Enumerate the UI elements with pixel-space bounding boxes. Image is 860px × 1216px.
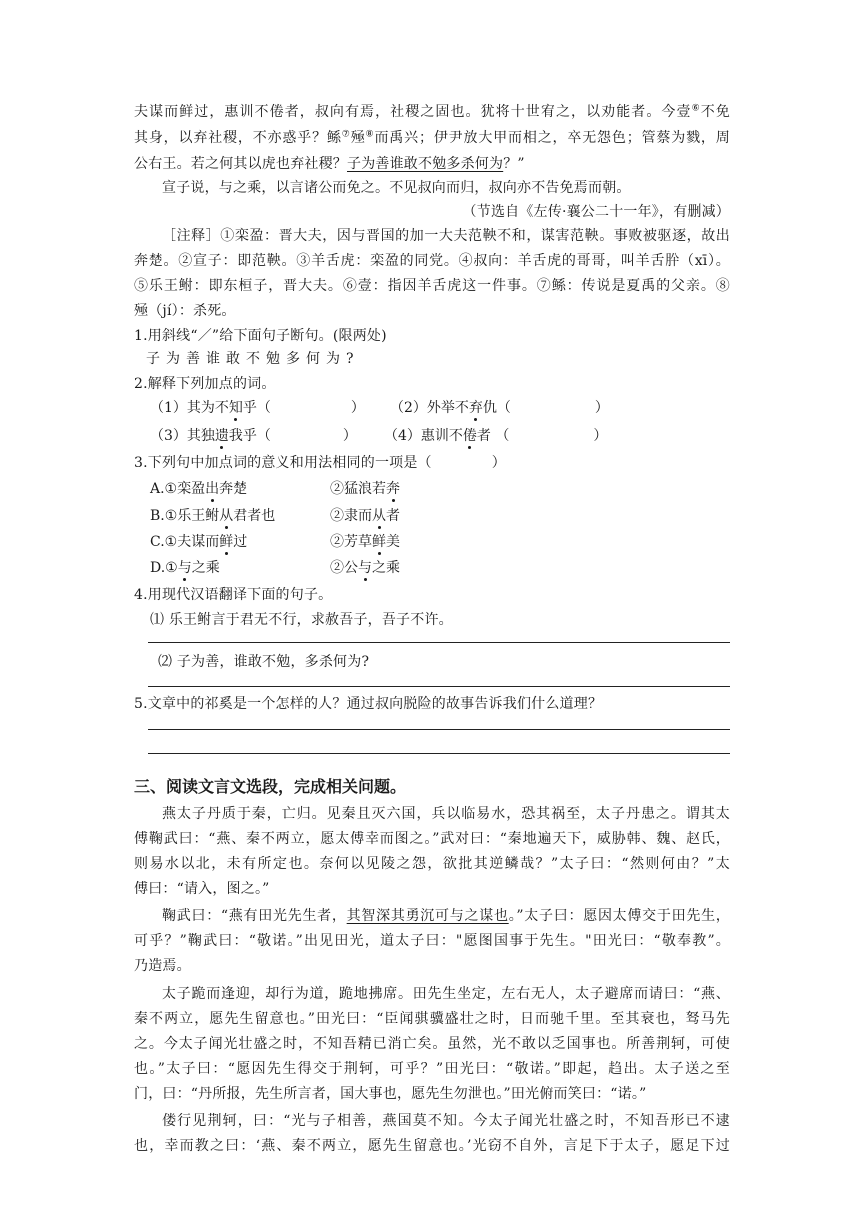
question-3-option-b: B.①乐王鲋从君者也 — [150, 508, 276, 524]
passage-line: 夫谋而鲜过，惠训不倦者，叔向有焉，社稷之固也。犹将十世宥之，以劝能者。今壹⑥不免 — [134, 103, 730, 120]
question-1-sentence: 子为善谁敢不勉多何为? — [146, 351, 360, 367]
passage-line: 可乎？”鞠武曰：“敬诺。”出见田光，道太子曰："愿图国事于先生。"田光曰：“敬奉教”。 — [134, 933, 730, 949]
passage-line: 傅鞠武曰：“燕、秦不两立，愿太傅幸而图之。”武对曰：“秦地遍天下，威胁韩、魏、赵氏， — [134, 831, 730, 847]
question-1-stem: 1.用斜线“／”给下面句子断句。(限两处) — [134, 328, 387, 344]
passage-line: 乃造焉。 — [134, 958, 191, 974]
section-3-heading: 三、阅读文言文选段，完成相关问题。 — [134, 777, 407, 796]
question-5-stem: 5.文章中的祁奚是一个怎样的人？通过叔向脱险的故事告诉我们什么道理？ — [134, 696, 603, 712]
question-2-item-2: （2）外举不弃仇（ ） — [390, 400, 609, 416]
question-3-option-c: C.①夫谋而鲜过 — [150, 534, 248, 550]
passage-line: 偻行见荆轲，曰：“光与子相善，燕国莫不知。今太子闻光壮盛之时，不知吾形已不逮 — [162, 1113, 730, 1129]
passage-line: 门，曰：“丹所报，先生所言者，国大事也，愿先生勿泄也。”田光俯而笑曰：“诺。” — [134, 1086, 647, 1102]
source-citation: （节选自《左传·襄公二十一年》，有删减） — [462, 204, 730, 220]
question-4-sentence-2: ⑵ 子为善，谁敢不勉，多杀何为? — [158, 654, 370, 670]
question-3-option-a: A.①栾盈出奔楚 — [150, 481, 248, 497]
answer-line — [148, 686, 730, 687]
answer-line — [148, 729, 730, 730]
question-3-option-d-2: ②公与之乘 — [330, 560, 400, 576]
passage-line: 宣子说，与之乘，以言诸公而免之。不见叔向而归，叔向亦不告免焉而朝。 — [162, 180, 631, 196]
question-4-stem: 4.用现代汉语翻译下面的句子。 — [134, 587, 333, 603]
answer-line — [148, 753, 730, 754]
question-3-stem: 3.下列句中加点词的意义和用法相同的一项是（ ） — [134, 455, 506, 471]
question-2-item-3: （3）其独遗我乎（ ） — [150, 428, 357, 444]
question-3-option-c-2: ②芳草鲜美 — [330, 534, 400, 550]
question-2-item-4: （4）惠训不倦者 （ ） — [384, 428, 608, 444]
passage-line: 也。”太子曰：“愿因先生得交于荆轲，可乎？”田光曰：“敬诺。”即起，趋出。太子送之至 — [134, 1061, 730, 1077]
underlined-sentence: 其智深其勇沉可与之谋也 — [346, 908, 509, 924]
question-3-option-b-2: ②隶而从者 — [330, 508, 400, 524]
passage-line: 之。今太子闻光壮盛之时，不知吾精已消亡矣。虽然，光不敢以乏国事也。所善荆轲，可使 — [134, 1036, 730, 1052]
note-line: ［注释］①栾盈：晋大夫，因与晋国的加一大夫范鞅不和，谋害范鞅。事败被驱逐，故出 — [162, 228, 730, 244]
question-4-sentence-1: ⑴ 乐王鲋言于君无不行，求赦吾子，吾子不许。 — [150, 612, 453, 628]
passage-line: 其身，以弃社稷，不亦惑乎？鲧⑦殛⑧而禹兴；伊尹放大甲而相之，卒无怨色；管蔡为戮，周 — [134, 129, 730, 146]
passage-line: 则易水以北，未有所定也。奈何以见陵之怨，欲批其逆鳞哉？”太子曰：“然则何由？”太 — [134, 856, 730, 872]
answer-line — [148, 642, 730, 643]
question-3-option-d: D.①与之乘 — [150, 560, 220, 576]
passage-line: 公右王。若之何其以虎也弃社稷？子为善谁敢不勉多杀何为？” — [134, 156, 525, 172]
note-line: 殛（jí）：杀死。 — [134, 303, 236, 319]
passage-line: 傅曰：“请入，图之。” — [134, 881, 270, 897]
question-2-stem: 2.解释下列加点的词。 — [134, 376, 276, 392]
passage-line: 鞠武曰：“燕有田光先生者，其智深其勇沉可与之谋也。”太子曰：愿因太傅交于田先生， — [162, 908, 730, 924]
underlined-sentence: 子为善谁敢不勉多杀何为 — [347, 156, 504, 172]
passage-line: 秦不两立，愿先生留意也。”田光曰：“臣闻骐骥盛壮之时，日而驰千里。至其衰也，驽马先 — [134, 1011, 730, 1027]
passage-line: 也，幸而教之曰：‘燕、秦不两立，愿先生留意也。’光窃不自外，言足下于太子，愿足下过 — [134, 1138, 730, 1154]
note-line: 奔楚。②宣子：即范鞅。③羊舌虎：栾盈的同党。④叔向：羊舌虎的哥哥，叫羊舌肸（xī）。 — [134, 253, 730, 269]
question-2-item-1: （1）其为不知乎（ ） — [150, 400, 365, 416]
passage-line: 太子跪而逢迎，却行为道，跪地拂席。田先生坐定，左右无人，太子避席而请曰：“燕、 — [162, 986, 730, 1002]
question-3-option-a-2: ②猛浪若奔 — [330, 481, 400, 497]
note-line: ⑤乐王鲋：即东桓子，晋大夫。⑥壹：指因羊舌虎这一件事。⑦鲧：传说是夏禹的父亲。⑧ — [134, 278, 730, 294]
passage-line: 燕太子丹质于秦，亡归。见秦且灭六国，兵以临易水，恐其祸至，太子丹患之。谓其太 — [162, 806, 730, 822]
